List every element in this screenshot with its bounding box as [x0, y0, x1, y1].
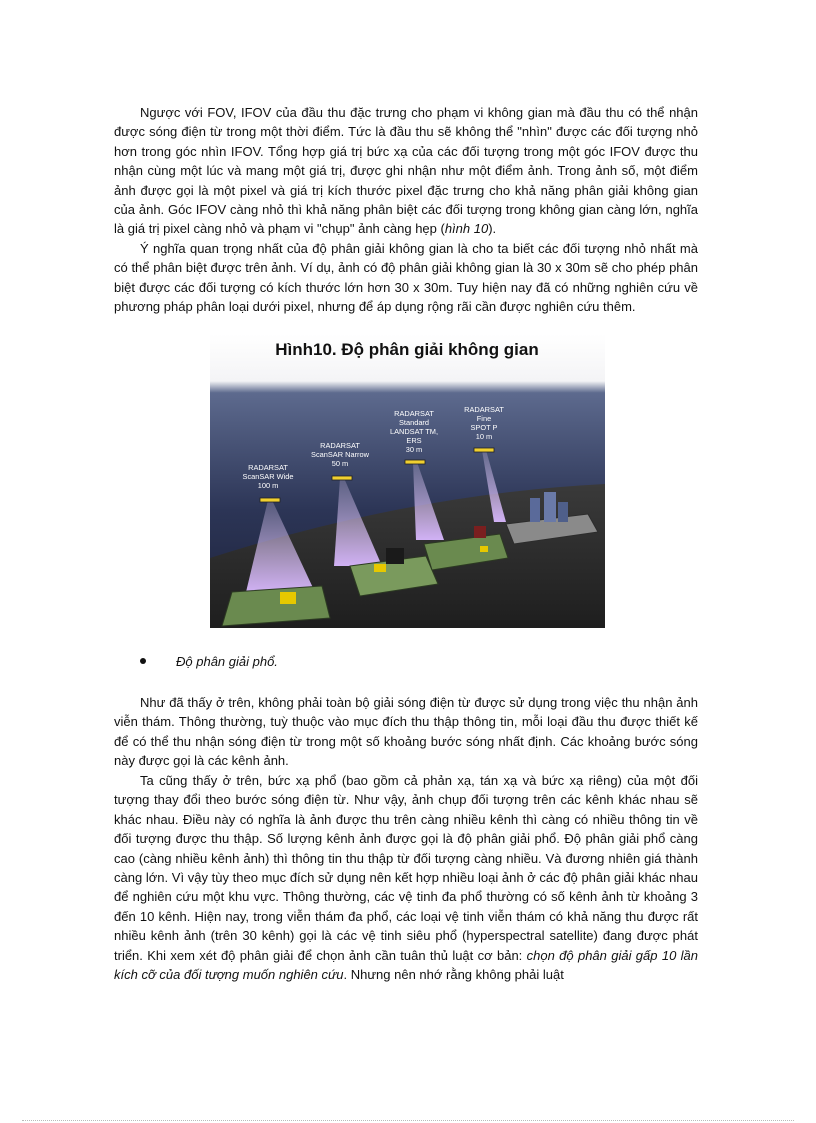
pixel-100m [280, 592, 296, 604]
tower-10m-3 [558, 502, 568, 522]
tower-10m-2 [544, 492, 556, 522]
satellite-10m-icon [474, 448, 494, 452]
paragraph-ifov [114, 103, 698, 239]
paragraph-spectral-bands: Như đã thấy ở trên, không phải toàn bộ giải sóng điện từ được sử dụng trong việc thu nhận ảnh viễn thám. Thông thường, tuỳ thuộc vào mục đích thu thập thông tin, mỗi loại đầu thu được thiết kế để có thể thu nhận sóng điện từ trong một số khoảng bước sóng nhất định. Các khoảng bước sóng này được gọi là các kênh ảnh. [114, 695, 698, 769]
sat3-line3: LANDSAT TM, [389, 427, 439, 436]
paragraph-spectral-text: Ta cũng thấy ở trên, bức xạ phổ (bao gồm cả phản xạ, tán xạ và bức xạ riêng) của một đối tượng thay đổi theo bước sóng điện từ. Như vậy, ảnh chụp đối tượng trên các kênh khác nhau sẽ khác nhau. Điều này có nghĩa là ảnh được thu trên càng nhiều kênh thì càng có nhiều thông tin về đối tượng được thu thập. Số lượng kênh ảnh được gọi là độ phân giải phổ. Độ phân giải phổ càng cao (càng nhiều kênh ảnh) thì thông tin thu thập từ đối tượng càng nhiều. Và đương nhiên giá thành càng lớn. Vì vậy tùy theo mục đích sử dụng nên kết hợp nhiều loại ảnh ở các độ phân giải khác nhau để nghiên cứu một khu vực. Thông thường, các vệ tinh đa phổ thường có số kênh ảnh từ khoảng 3 đến 10 kênh. Hiện nay, trong viễn thám đa phổ, các loại vệ tinh viễn thám có khả năng thu được rất nhiều kênh ảnh (trên 30 kênh) gọi là các vệ tinh siêu phổ (hyperspectral satellite) đang được phát triển. Khi xem xét độ phân giải để chọn ảnh cần tuân thủ luật cơ bản: [114, 773, 698, 963]
resolution-rule: chọn độ phân giải gấp 10 lần kích cỡ của đối tượng muốn nghiên cứu [114, 947, 698, 983]
sat3-line5: 30 m [405, 445, 423, 454]
page-bottom-edge [22, 1120, 794, 1121]
sat4-line4: 10 m [475, 432, 493, 441]
buildings-50m [386, 548, 404, 564]
figure-spatial-resolution [210, 334, 605, 628]
sat2-line2: ScanSAR Narrow [311, 450, 369, 459]
bullet-dot-icon [140, 658, 146, 664]
tower-10m-1 [530, 498, 540, 522]
sat2-line3: 50 m [331, 459, 349, 468]
pixel-30m [480, 546, 488, 552]
satellite-30m-icon [405, 460, 425, 464]
paragraph-ifov-end: ). [488, 221, 497, 237]
sat4-line3: SPOT P [470, 423, 498, 432]
sat3-line4: ERS [406, 436, 422, 445]
satellite-100m-icon [260, 498, 280, 502]
sat4-line2: Fine [476, 414, 492, 423]
figure-illustration [210, 334, 605, 628]
sat2-line1: RADARSAT [320, 441, 360, 450]
buildings-30m [474, 526, 486, 538]
paragraph-spectral-end: . Nhưng nên nhớ rằng không phải luật [343, 967, 564, 983]
pixel-50m [374, 564, 386, 572]
figure-reference: hình 10 [444, 221, 489, 237]
satellite-50m-icon [332, 476, 352, 480]
sat4-line1: RADARSAT [464, 405, 504, 414]
sat1-line2: ScanSAR Wide [242, 472, 294, 481]
sat3-line1: RADARSAT [394, 409, 434, 418]
paragraph-spectral-resolution [114, 771, 698, 984]
paragraph-spatial-resolution: Ý nghĩa quan trọng nhất của độ phân giải không gian là cho ta biết các đối tượng nhỏ nhất mà có thể phân biệt được trên ảnh. Ví dụ, ảnh có độ phân giải không gian là 30 x 30m sẽ cho phép phân biệt được các đối tượng có kích thước lớn hơn 30 x 30m. Tuy hiện nay đã có những nghiên cứu về phương pháp phân loại dưới pixel, nhưng để áp dụng rộng rãi cần được nghiên cứu thêm. [114, 241, 698, 315]
bullet-text: Độ phân giải phổ. [176, 654, 278, 669]
figure-title: Hình10. Độ phân giải không gian [275, 340, 539, 359]
sat1-line3: 100 m [257, 481, 279, 490]
sat3-line2: Standard [399, 418, 429, 427]
paragraph-ifov-text: Ngược với FOV, IFOV của đầu thu đặc trưng cho phạm vi không gian mà đầu thu có thể nhận được sóng điện từ trong một thời điểm. Tức là đầu thu sẽ không thể "nhìn" được các đối tượng nhỏ hơn trong góc nhìn IFOV. Tổng hợp giá trị bức xạ của các đối tượng trong một góc IFOV được thu nhận cùng một lúc và mang một giá trị, được ghi nhận như một điểm ảnh. Trong ảnh số, một điểm ảnh được gọi là một pixel và giá trị kích thước pixel đặc trưng cho khả năng phân giải không gian của ảnh. Góc IFOV càng nhỏ thì khả năng phân biệt các đối tượng trong không gian càng lớn, nghĩa là giá trị pixel càng nhỏ và phạm vi "chụp" ảnh càng hẹp ( [114, 105, 698, 237]
sat1-line1: RADARSAT [248, 463, 288, 472]
